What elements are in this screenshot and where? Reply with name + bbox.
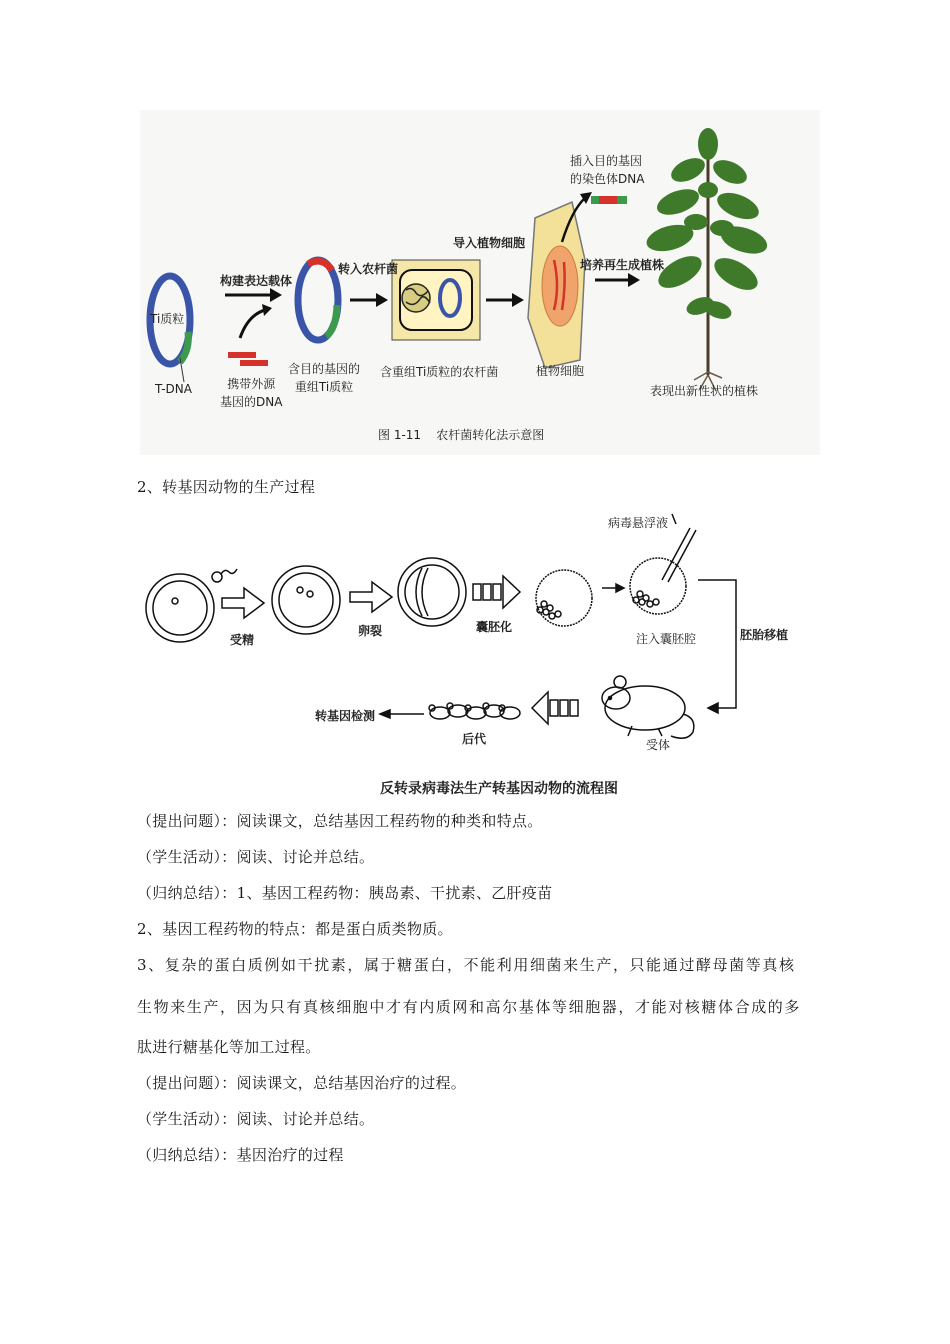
label-embryo-transfer: 胚胎移植 <box>740 628 789 642</box>
dividing-egg-icon <box>398 558 466 626</box>
offspring-mice-icon <box>429 703 520 719</box>
embryo-transfer-connector <box>698 580 736 708</box>
arrow-into-plant-cell-icon <box>486 293 524 307</box>
paragraph-glycoprotein-line1: 3、复杂的蛋白质例如干扰素，属于糖蛋白，不能利用细菌来生产，只能通过酵母菌等真核 <box>137 956 796 974</box>
recombinant-plasmid-icon <box>298 260 338 340</box>
paragraph-glycoprotein-line3: 肽进行糖基化等加工过程。 <box>137 1038 321 1056</box>
label-recipient: 受体 <box>646 738 671 752</box>
label-offspring: 后代 <box>462 732 487 746</box>
curved-arrow-icon <box>240 310 265 338</box>
arrow-cleavage-icon <box>350 582 392 612</box>
label-into-plant-cell: 导入植物细胞 <box>453 236 526 250</box>
paragraph-question-drugs: （提出问题）：阅读课文，总结基因工程药物的种类和特点。 <box>137 812 543 830</box>
arrow-build-vector-icon <box>225 288 282 302</box>
label-recombinant-ti: 含目的基因的 重组Ti质粒 <box>288 362 361 394</box>
arrow-culture-plant-icon <box>595 273 640 287</box>
paragraph-activity-1: （学生活动）：阅读、讨论并总结。 <box>137 848 375 866</box>
recipient-mouse-icon <box>602 676 694 738</box>
label-new-trait-plant: 表现出新性状的植株 <box>650 384 759 398</box>
label-culture-plant: 培养再生成植株 <box>580 258 665 272</box>
figure1-caption: 图 1-11 农杆菌转化法示意图 <box>378 428 545 442</box>
plant-cell-icon <box>528 202 585 368</box>
chromosome-dna-icon <box>591 196 627 204</box>
label-transfer-agrobacterium: 转入农杆菌 <box>338 262 399 276</box>
fertilized-egg-icon <box>146 574 214 642</box>
figure-transgenic-animal <box>140 508 820 803</box>
label-fertilization: 受精 <box>230 633 255 647</box>
label-inject-cavity: 注入囊胚腔 <box>636 632 697 646</box>
inner-cell-mass-icon <box>537 601 561 619</box>
blastocyst-icon <box>536 570 592 626</box>
label-foreign-dna: 携带外源 基因的DNA <box>220 377 283 409</box>
paragraph-glycoprotein-line2: 生物来生产，因为只有真核细胞中才有内质网和高尔基体等细胞器，才能对核糖体合成的多 <box>137 998 802 1016</box>
label-plant-cell: 植物细胞 <box>536 364 585 378</box>
label-t-dna: T-DNA <box>155 382 192 396</box>
arrow-to-agrobacterium-icon <box>350 293 388 307</box>
cleavage-egg-icon <box>272 566 340 634</box>
paragraph-drug-features: 2、基因工程药物的特点：都是蛋白质类物质。 <box>137 920 453 938</box>
figure-agrobacterium <box>140 110 820 455</box>
label-agrobacterium-with-ti: 含重组Ti质粒的农杆菌 <box>380 365 499 379</box>
arrow-fertilization-icon <box>222 588 264 618</box>
label-blastocyst: 囊胚化 <box>476 620 513 634</box>
label-transgene-detection: 转基因检测 <box>315 709 376 723</box>
paragraph-summary-therapy: （归纳总结）：基因治疗的过程 <box>137 1146 344 1164</box>
paragraph-activity-2: （学生活动）：阅读、讨论并总结。 <box>137 1110 375 1128</box>
foreign-dna-icon <box>228 352 268 366</box>
paragraph-summary-drugs: （归纳总结）：1、基因工程药物：胰岛素、干扰素、乙肝疫苗 <box>137 884 553 902</box>
heading-animal-production: 2、转基因动物的生产过程 <box>137 478 316 496</box>
arrow-offspring-icon <box>532 692 578 724</box>
label-ti-plasmid: Ti质粒 <box>150 312 185 326</box>
transgenic-animal-diagram <box>140 508 820 803</box>
label-virus-suspension: 病毒悬浮液 <box>608 516 669 530</box>
injected-blastocyst-icon <box>630 558 686 614</box>
ti-plasmid-icon <box>150 276 190 382</box>
arrow-blastocyst-icon <box>473 576 520 608</box>
label-build-vector: 构建表达载体 <box>220 274 293 288</box>
figure2-caption: 反转录病毒法生产转基因动物的流程图 <box>380 781 618 797</box>
label-cleavage: 卵裂 <box>358 624 383 638</box>
label-chromosome-dna: 插入目的基因 的染色体DNA <box>570 154 645 186</box>
agrobacterium-cell-icon <box>392 260 480 340</box>
paragraph-question-therapy: （提出问题）：阅读课文，总结基因治疗的过程。 <box>137 1074 467 1092</box>
